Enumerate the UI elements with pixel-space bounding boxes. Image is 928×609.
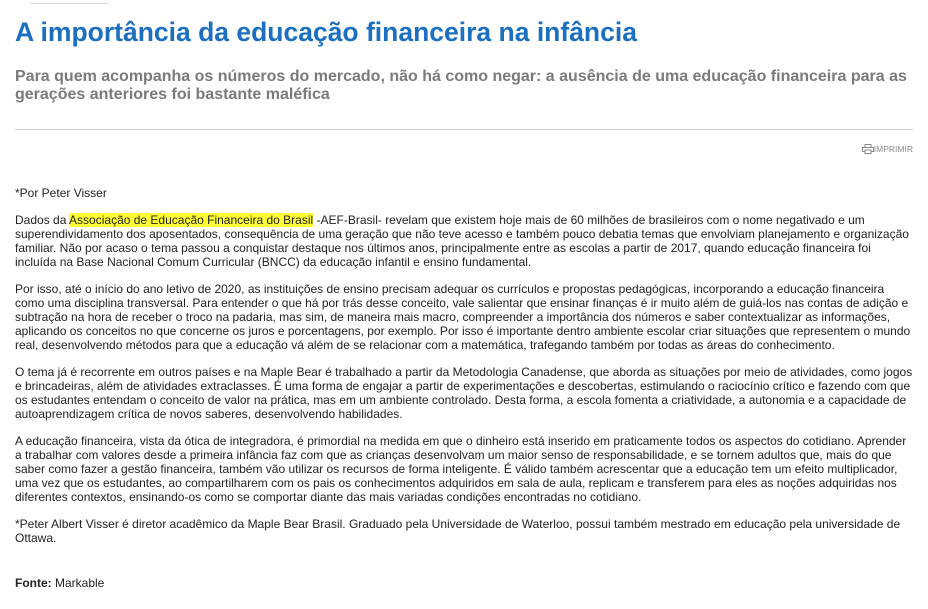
print-label: IMPRIMIR (873, 144, 913, 154)
article-body (15, 186, 913, 558)
top-edge-remnant (30, 0, 108, 4)
page-title: A importância da educação financeira na infância (15, 17, 637, 47)
paragraph-2: Por isso, até o início do ano letivo de 2020, as instituições de ensino precisam adequar os currículos e propostas pedagógicas, incorporando a educação financeira como uma disciplina transversal. Para entender o que há por trás desse conceito, vale salientar que ensinar finanças é ir muito além de guiá-los nas contas de adição e subtração na hora de receber o troco na padaria, mas sim, de maneira mais macro, compreender a importância dos números e saber contextualizar as informações, aplicando os conceitos no que concerne os juros e porcentagens, por exemplo. Por isso é importante dentro ambiente escolar criar situações que representem o mundo real, desenvolvendo métodos para que a educação vá além de se relacionar com a matemática, trafegando também por todas as áreas do conhecimento. (15, 282, 911, 352)
article-subtitle: Para quem acompanha os números do mercado, não há como negar: a ausência de uma educação financeira para as gerações anteriores foi bastante maléfica (15, 68, 907, 103)
paragraph-1 (15, 213, 913, 269)
byline: *Por Peter Visser (15, 186, 107, 200)
paragraph-1-lead: Dados da (15, 213, 70, 227)
paragraph-1-rest: -AEF-Brasil- revelam que existem hoje mais de 60 milhões de brasileiros com o nome negativado e um superendividamento dos aposentados, consequência de uma geração que não teve acesso e também pouco debatia temas que envolviam planejamento e organização familiar. Não por acaso o tema passou a conquistar destaque nos últimos anos, principalmente entre as escolas a partir de 2017, quando educação financeira foi incluída na Base Nacional Comum Curricular (BNCC) da educação infantil e ensino fundamental. (15, 213, 909, 269)
printer-icon (862, 144, 874, 154)
paragraph-4: A educação financeira, vista da ótica de integradora, é primordial na medida em que o dinheiro está inserido em praticamente todos os aspectos do cotidiano. Aprender a trabalhar com valores desde a primeira infância faz com que as crianças desenvolvam um maior senso de responsabilidade, e se tornem adultos que, mais do que saber como fazer a gestão financeira, também vão utilizar os recursos de forma inteligente. É válido também acrescentar que a educação tem um efeito multiplicador, uma vez que os estudantes, ao compartilharem com os pais os conhecimentos adquiridos em sala de aula, replicam e transferem para eles as noções adquiridas nos diferentes contextos, ensinando-os como se comportar diante das mais variadas condições encontradas no cotidiano. (15, 434, 907, 504)
paragraph-3: O tema já é recorrente em outros países e na Maple Bear é trabalhado a partir da Metodologia Canadense, que aborda as situações por meio de atividades, como jogos e brincadeiras, além de atividades extraclasses. É uma forma de engajar a partir de experimentações e descobertas, estimulando o raciocínio crítico e fazendo com que os estudantes entendam o conceito de valor na prática, mas em um ambiente controlado. Desta forma, a escola fomenta a criatividade, a autonomia e a capacidade de autoaprendizagem crítica de novos saberes, desenvolvendo habilidades. (15, 365, 913, 421)
source-label: Fonte: (15, 576, 52, 590)
source-value: Markable (51, 576, 105, 590)
highlighted-organization: Associação de Educação Financeira do Brasil (69, 213, 314, 227)
header-divider (15, 129, 913, 130)
print-button[interactable] (862, 144, 913, 154)
author-note: *Peter Albert Visser é diretor acadêmico da Maple Bear Brasil. Graduado pela Universidade de Waterloo, possui também mestrado em educação pela universidade de Ottawa. (15, 517, 901, 545)
source-line (15, 576, 104, 590)
